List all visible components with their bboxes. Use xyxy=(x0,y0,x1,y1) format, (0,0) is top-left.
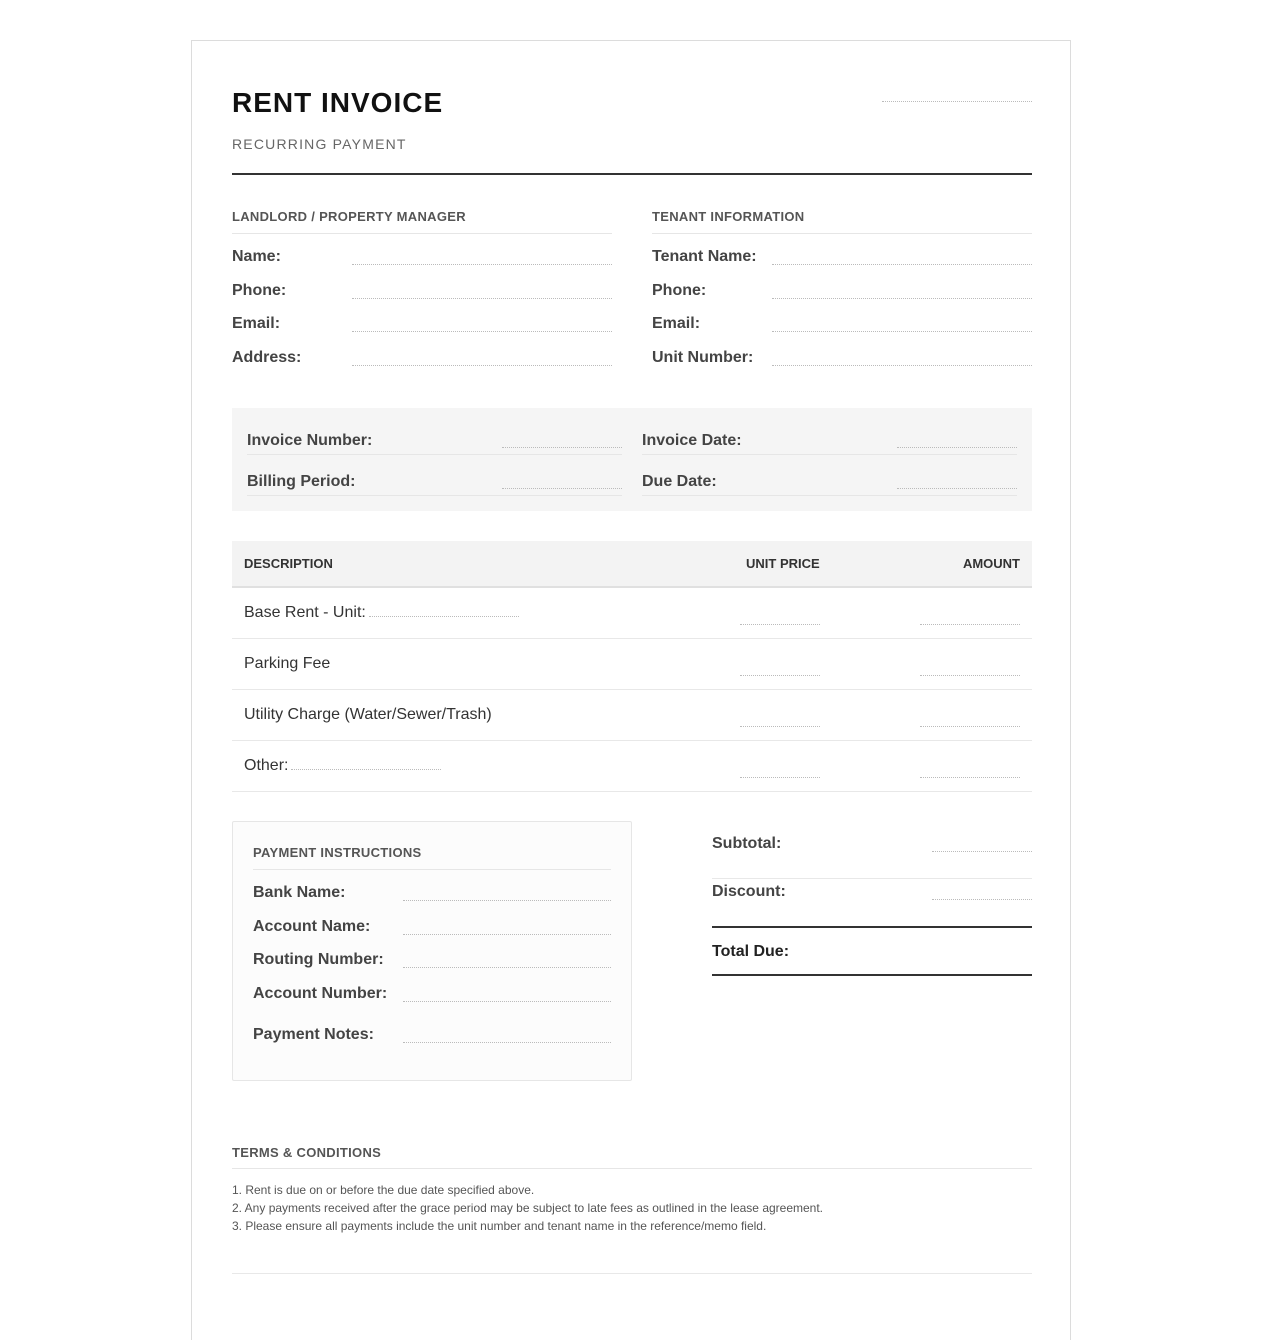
invoice-meta-box xyxy=(232,408,1032,511)
total-due-row xyxy=(712,928,1032,976)
row-label: Parking Fee xyxy=(244,655,331,672)
row-label: Base Rent - Unit: xyxy=(244,604,366,621)
field-label: Invoice Date: xyxy=(642,432,742,449)
billing-period-field[interactable] xyxy=(502,488,622,489)
field-label: Payment Notes: xyxy=(253,1026,374,1043)
field-label: Name: xyxy=(232,248,281,265)
tenant-phone-field[interactable] xyxy=(772,298,1032,299)
landlord-heading: LANDLORD / PROPERTY MANAGER xyxy=(232,209,612,234)
other-description-field[interactable] xyxy=(291,757,441,770)
unit-price-field[interactable] xyxy=(740,624,820,625)
field-label: Phone: xyxy=(652,281,707,299)
tenant-phone-row xyxy=(652,268,1032,302)
field-label: Account Number: xyxy=(253,984,388,1002)
terms-heading: TERMS & CONDITIONS xyxy=(232,1145,1032,1169)
invoice-page xyxy=(191,40,1071,1340)
amount-field[interactable] xyxy=(920,624,1020,625)
list-item: 3. Please ensure all payments include the unit number and tenant name in the reference/memo field. xyxy=(232,1219,767,1233)
landlord-phone-row xyxy=(232,268,612,302)
field-label: Phone: xyxy=(232,281,287,299)
footer-divider xyxy=(232,1273,1032,1274)
tenant-unit-row xyxy=(652,335,1032,369)
row-description xyxy=(244,757,441,775)
column-header-description: DESCRIPTION xyxy=(244,556,333,571)
landlord-address-field[interactable] xyxy=(352,365,612,366)
bank-name-row xyxy=(253,870,611,904)
terms-list xyxy=(232,1181,1032,1235)
field-label: Address: xyxy=(232,348,302,366)
discount-field[interactable] xyxy=(932,899,1032,900)
field-label: Tenant Name: xyxy=(652,248,757,265)
totals-section xyxy=(712,831,1032,976)
table-row xyxy=(232,741,1032,792)
field-label: Bank Name: xyxy=(253,884,346,901)
row-label: Utility Charge (Water/Sewer/Trash) xyxy=(244,706,492,723)
field-label: Email: xyxy=(232,315,281,332)
billing-period-row xyxy=(247,454,622,496)
field-label: Due Date: xyxy=(642,473,717,490)
landlord-section xyxy=(232,209,612,368)
field-label: Routing Number: xyxy=(253,951,384,968)
invoice-number-row xyxy=(247,413,622,455)
field-label: Unit Number: xyxy=(652,348,754,366)
payment-heading: PAYMENT INSTRUCTIONS xyxy=(253,845,611,870)
invoice-title: RENT INVOICE xyxy=(232,87,444,118)
due-date-field[interactable] xyxy=(897,488,1017,489)
tenant-section xyxy=(652,209,1032,368)
invoice-date-field[interactable] xyxy=(897,447,1017,448)
invoice-subtitle: RECURRING PAYMENT xyxy=(232,136,407,152)
invoice-number-field[interactable] xyxy=(502,447,622,448)
payment-notes-field[interactable] xyxy=(403,1042,611,1043)
line-items-table xyxy=(232,541,1032,792)
account-name-row xyxy=(253,904,611,938)
landlord-email-field[interactable] xyxy=(352,331,612,332)
amount-field[interactable] xyxy=(920,777,1020,778)
tenant-email-row xyxy=(652,301,1032,335)
due-date-row xyxy=(642,454,1017,496)
field-label: Billing Period: xyxy=(247,473,356,490)
column-header-unit-price: UNIT PRICE xyxy=(746,556,820,571)
field-label: Email: xyxy=(652,315,701,332)
tenant-heading: TENANT INFORMATION xyxy=(652,209,1032,234)
row-description xyxy=(244,604,519,622)
tenant-email-field[interactable] xyxy=(772,331,1032,332)
landlord-name-row xyxy=(232,234,612,268)
table-header xyxy=(232,541,1032,588)
subtotal-field[interactable] xyxy=(932,851,1032,852)
account-number-field[interactable] xyxy=(403,1001,611,1002)
payment-instructions-box xyxy=(232,821,632,1081)
table-row xyxy=(232,690,1032,741)
invoice-date-row xyxy=(642,413,1017,455)
discount-row xyxy=(712,879,1032,928)
tenant-name-field[interactable] xyxy=(772,264,1032,265)
payment-notes-row xyxy=(253,1004,611,1045)
tenant-unit-field[interactable] xyxy=(772,365,1032,366)
list-item: 1. Rent is due on or before the due date specified above. xyxy=(232,1183,535,1197)
total-due-label: Total Due: xyxy=(712,943,790,960)
amount-field[interactable] xyxy=(920,675,1020,676)
header-divider xyxy=(232,173,1032,175)
landlord-email-row xyxy=(232,301,612,335)
subtotal-label: Subtotal: xyxy=(712,835,782,852)
routing-number-field[interactable] xyxy=(403,967,611,968)
table-row xyxy=(232,639,1032,690)
field-label: Invoice Number: xyxy=(247,432,373,449)
landlord-address-row xyxy=(232,335,612,369)
column-header-amount: AMOUNT xyxy=(962,556,1020,571)
field-label: Account Name: xyxy=(253,917,371,935)
bank-name-field[interactable] xyxy=(403,900,611,901)
amount-field[interactable] xyxy=(920,726,1020,727)
unit-price-field[interactable] xyxy=(740,726,820,727)
account-name-field[interactable] xyxy=(403,934,611,935)
discount-label: Discount: xyxy=(712,883,786,900)
landlord-name-field[interactable] xyxy=(352,264,612,265)
base-rent-unit-field[interactable] xyxy=(369,604,519,617)
landlord-phone-field[interactable] xyxy=(352,298,612,299)
unit-price-field[interactable] xyxy=(740,675,820,676)
tenant-name-row xyxy=(652,234,1032,268)
table-row xyxy=(232,588,1032,639)
row-label: Other: xyxy=(244,757,289,774)
header-fill-line[interactable] xyxy=(882,101,1032,102)
account-number-row xyxy=(253,971,611,1005)
subtotal-row xyxy=(712,831,1032,879)
routing-number-row xyxy=(253,937,611,971)
list-item: 2. Any payments received after the grace period may be subject to late fees as outlined in the lease agreement. xyxy=(232,1201,824,1215)
unit-price-field[interactable] xyxy=(740,777,820,778)
terms-section xyxy=(232,1145,1032,1235)
